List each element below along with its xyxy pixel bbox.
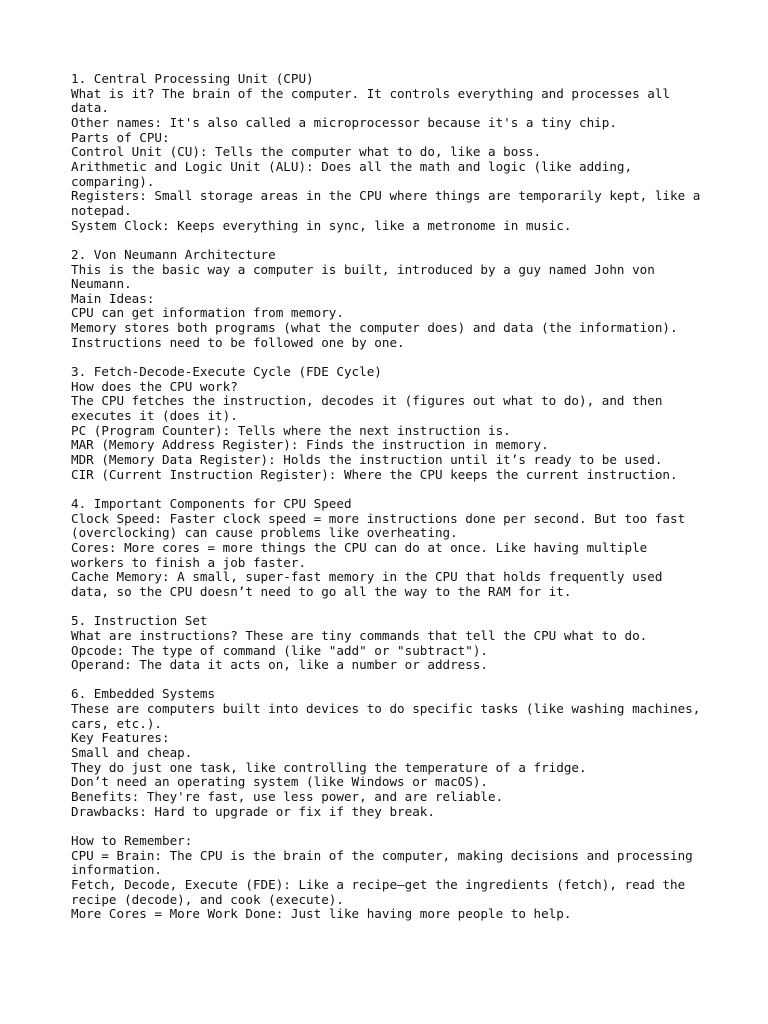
text-line: recipe (decode), and cook (execute).	[71, 891, 344, 907]
text-line: Don’t need an operating system (like Windows or macOS).	[71, 774, 489, 790]
text-line: They do just one task, like controlling the temperature of a fridge.	[71, 759, 587, 775]
text-line: data.	[71, 100, 109, 116]
section-heading: 5. Instruction Set	[71, 613, 208, 629]
text-line: information.	[71, 862, 162, 878]
text-line: Drawbacks: Hard to upgrade or fix if they break.	[71, 803, 435, 819]
section-embedded-systems	[71, 687, 708, 819]
section-heading: How to Remember:	[71, 833, 193, 849]
text-line: Registers: Small storage areas in the CPU where things are temporarily kept, like a	[71, 188, 701, 204]
text-line: Small and cheap.	[71, 745, 193, 761]
section-heading: 3. Fetch-Decode-Execute Cycle (FDE Cycle)	[71, 364, 382, 380]
text-line: (overclocking) can cause problems like overheating.	[71, 525, 458, 541]
text-line: Control Unit (CU): Tells the computer what to do, like a boss.	[71, 144, 542, 160]
text-line: PC (Program Counter): Tells where the next instruction is.	[71, 422, 511, 438]
section-heading: 6. Embedded Systems	[71, 686, 216, 702]
text-line: What are instructions? These are tiny commands that tell the CPU what to do.	[71, 627, 648, 643]
section-fde-cycle	[71, 365, 708, 482]
text-line: Fetch, Decode, Execute (FDE): Like a recipe—get the ingredients (fetch), read the	[71, 877, 686, 892]
text-line: These are computers built into devices to do specific tasks (like washing machines,	[71, 701, 701, 717]
text-line: cars, etc.).	[71, 715, 162, 731]
text-line: This is the basic way a computer is built, introduced by a guy named John von	[71, 261, 655, 277]
section-cpu-speed	[71, 497, 708, 600]
text-line: executes it (does it).	[71, 408, 238, 424]
text-line: Clock Speed: Faster clock speed = more instructions done per second. But too fast	[71, 510, 686, 526]
text-line: Arithmetic and Logic Unit (ALU): Does all the math and logic (like adding,	[71, 158, 633, 174]
text-line: Main Ideas:	[71, 290, 155, 306]
text-line: data, so the CPU doesn’t need to go all the way to the RAM for it.	[71, 583, 572, 599]
text-line: What is it? The brain of the computer. It controls everything and processes all	[71, 85, 670, 101]
text-line: MDR (Memory Data Register): Holds the instruction until it’s ready to be used.	[71, 452, 663, 468]
text-line: CIR (Current Instruction Register): Where the CPU keeps the current instruction.	[71, 466, 678, 482]
section-cpu	[71, 72, 708, 233]
text-line: The CPU fetches the instruction, decodes it (figures out what to do), and then	[71, 393, 663, 409]
text-line: Memory stores both programs (what the computer does) and data (the information).	[71, 320, 678, 336]
section-heading: 2. Von Neumann Architecture	[71, 246, 276, 262]
text-line: Opcode: The type of command (like "add" or "subtract").	[71, 642, 489, 658]
text-line: Instructions need to be followed one by one.	[71, 334, 405, 350]
section-heading: 4. Important Components for CPU Speed	[71, 495, 352, 511]
text-line: Cache Memory: A small, super-fast memory in the CPU that holds frequently used	[71, 569, 663, 585]
text-line: workers to finish a job faster.	[71, 554, 307, 570]
text-line: More Cores = More Work Done: Just like having more people to help.	[71, 906, 572, 922]
section-instruction-set	[71, 614, 708, 673]
text-line: Cores: More cores = more things the CPU can do at once. Like having multiple	[71, 539, 648, 555]
text-line: CPU = Brain: The CPU is the brain of the computer, making decisions and processing	[71, 847, 693, 863]
text-line: Neumann.	[71, 276, 132, 292]
text-line: MAR (Memory Address Register): Finds the instruction in memory.	[71, 437, 549, 453]
section-heading: 1. Central Processing Unit (CPU)	[71, 71, 314, 86]
section-how-to-remember	[71, 834, 708, 922]
text-line: Other names: It's also called a microprocessor because it's a tiny chip.	[71, 114, 617, 130]
text-line: Parts of CPU:	[71, 129, 170, 145]
text-line: notepad.	[71, 202, 132, 218]
text-line: System Clock: Keeps everything in sync, like a metronome in music.	[71, 217, 572, 233]
text-line: comparing).	[71, 173, 155, 189]
text-line: Operand: The data it acts on, like a number or address.	[71, 657, 489, 673]
text-line: Benefits: They're fast, use less power, and are reliable.	[71, 789, 504, 805]
text-line: How does the CPU work?	[71, 378, 238, 394]
text-line: CPU can get information from memory.	[71, 305, 344, 321]
section-von-neumann	[71, 248, 708, 351]
text-line: Key Features:	[71, 730, 170, 746]
